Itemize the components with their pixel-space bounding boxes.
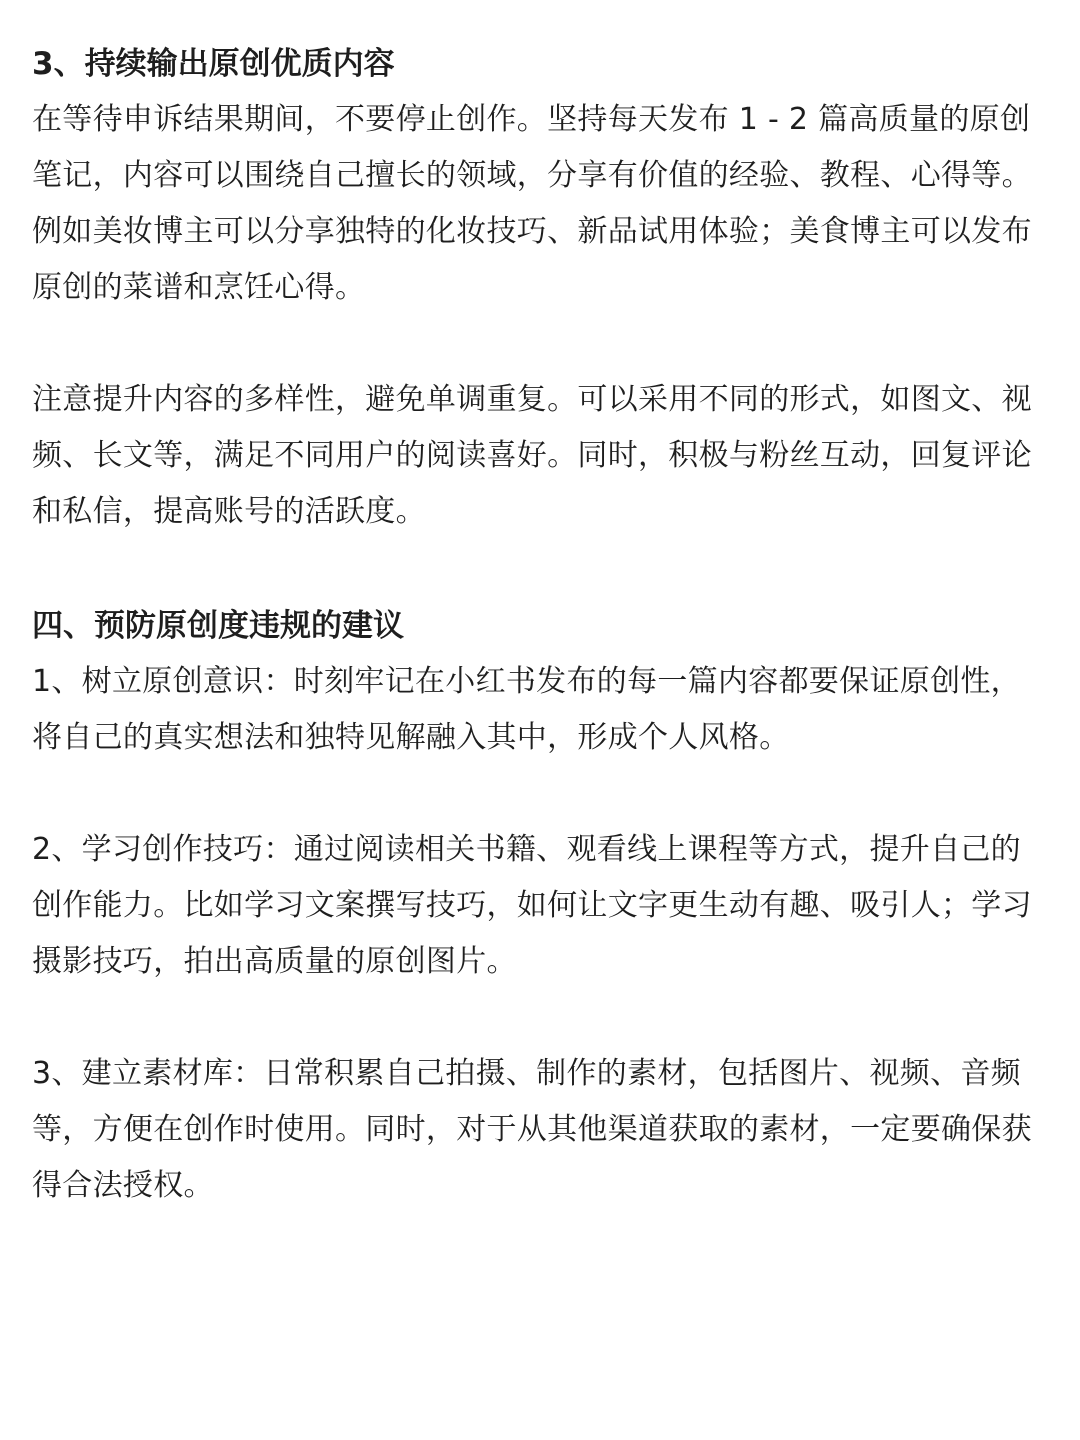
section4-heading: 四、预防原创度违规的建议 [32, 608, 404, 644]
spacer [32, 540, 1048, 598]
article-body [32, 36, 1048, 1214]
section4-item-1: 1、树立原创意识：时刻牢记在小红书发布的每一篇内容都要保证原创性，将自己的真实想法和独特见解融入其中，形成个人风格。 [32, 664, 1021, 755]
section3-heading: 3、持续输出原创优质内容 [32, 46, 395, 82]
spacer [32, 990, 1048, 1046]
section3-paragraph-1: 在等待申诉结果期间，不要停止创作。坚持每天发布 1 - 2 篇高质量的原创笔记，内容可以围绕自己擅长的领域，分享有价值的经验、教程、心得等。例如美妆博主可以分享独特的化妆技巧、新品试用体验；美食博主可以发布原创的菜谱和烹饪心得。 [32, 102, 1032, 305]
spacer [32, 766, 1048, 822]
spacer [32, 316, 1048, 372]
section3-paragraph-2: 注意提升内容的多样性，避免单调重复。可以采用不同的形式，如图文、视频、长文等，满足不同用户的阅读喜好。同时，积极与粉丝互动，回复评论和私信，提高账号的活跃度。 [32, 382, 1032, 529]
section4-item-3: 3、建立素材库：日常积累自己拍摄、制作的素材，包括图片、视频、音频等，方便在创作时使用。同时，对于从其他渠道获取的素材，一定要确保获得合法授权。 [32, 1056, 1032, 1203]
section4-item-2: 2、学习创作技巧：通过阅读相关书籍、观看线上课程等方式，提升自己的创作能力。比如学习文案撰写技巧，如何让文字更生动有趣、吸引人；学习摄影技巧，拍出高质量的原创图片。 [32, 832, 1032, 979]
